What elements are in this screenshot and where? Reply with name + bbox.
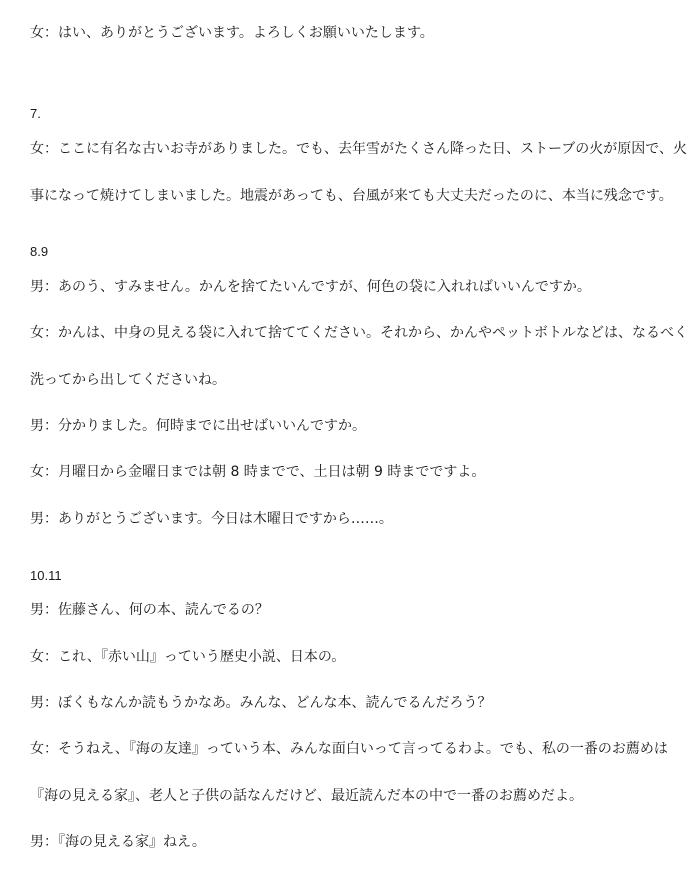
dialogue-line: 男：『海の見える家』ねえ。 [30,834,206,850]
dialogue-line: 男：あのう、すみません。かんを捨てたいんですが、何色の袋に入れればいいんですか。 [30,279,591,295]
dialogue-line: 女：かんは、中身の見える袋に入れて捨ててください。それから、かんやペットボトルなどは、なるべく [30,325,688,341]
dialogue-line: 女：はい、ありがとうございます。よろしくお願いいたします。 [30,25,434,41]
dialogue-line: 女：ここに有名な古いお寺がありました。でも、去年雪がたくさん降った日、ストーブの火が原因で、火 [30,141,688,157]
dialogue-line: 『海の見える家』、老人と子供の話なんだけど、最近読んだ本の中で一番のお薦めだよ。 [30,788,583,804]
question-number: 7. [30,106,41,121]
dialogue-line: 女：そうねえ、『海の友達』っていう本、みんな面白いって言ってるわよ。でも、私の一番のお薦めは [30,741,668,757]
dialogue-line: 男：ぼくもなんか読もうかなあ。みんな、どんな本、読んでるんだろう？ [30,695,492,711]
dialogue-line: 洗ってから出してくださいね。 [30,372,226,388]
dialogue-line: 男：ありがとうございます。今日は木曜日ですから……。 [30,511,393,527]
question-number: 8.9 [30,244,49,259]
dialogue-line: 男：分かりました。何時までに出せばいいんですか。 [30,418,366,434]
question-number: 10.11 [30,568,62,583]
dialogue-line: 男：佐藤さん、何の本、読んでるの？ [30,602,269,618]
dialogue-line: 事になって焼けてしまいました。地震があっても、台風が来ても大丈夫だったのに、本当に残念です。 [30,188,673,204]
dialogue-line: 女：これ、『赤い山』っていう歴史小説、日本の。 [30,649,346,665]
dialogue-line: 女：月曜日から金曜日までは朝 8 時までで、土日は朝 9 時までですよ。 [30,464,486,480]
